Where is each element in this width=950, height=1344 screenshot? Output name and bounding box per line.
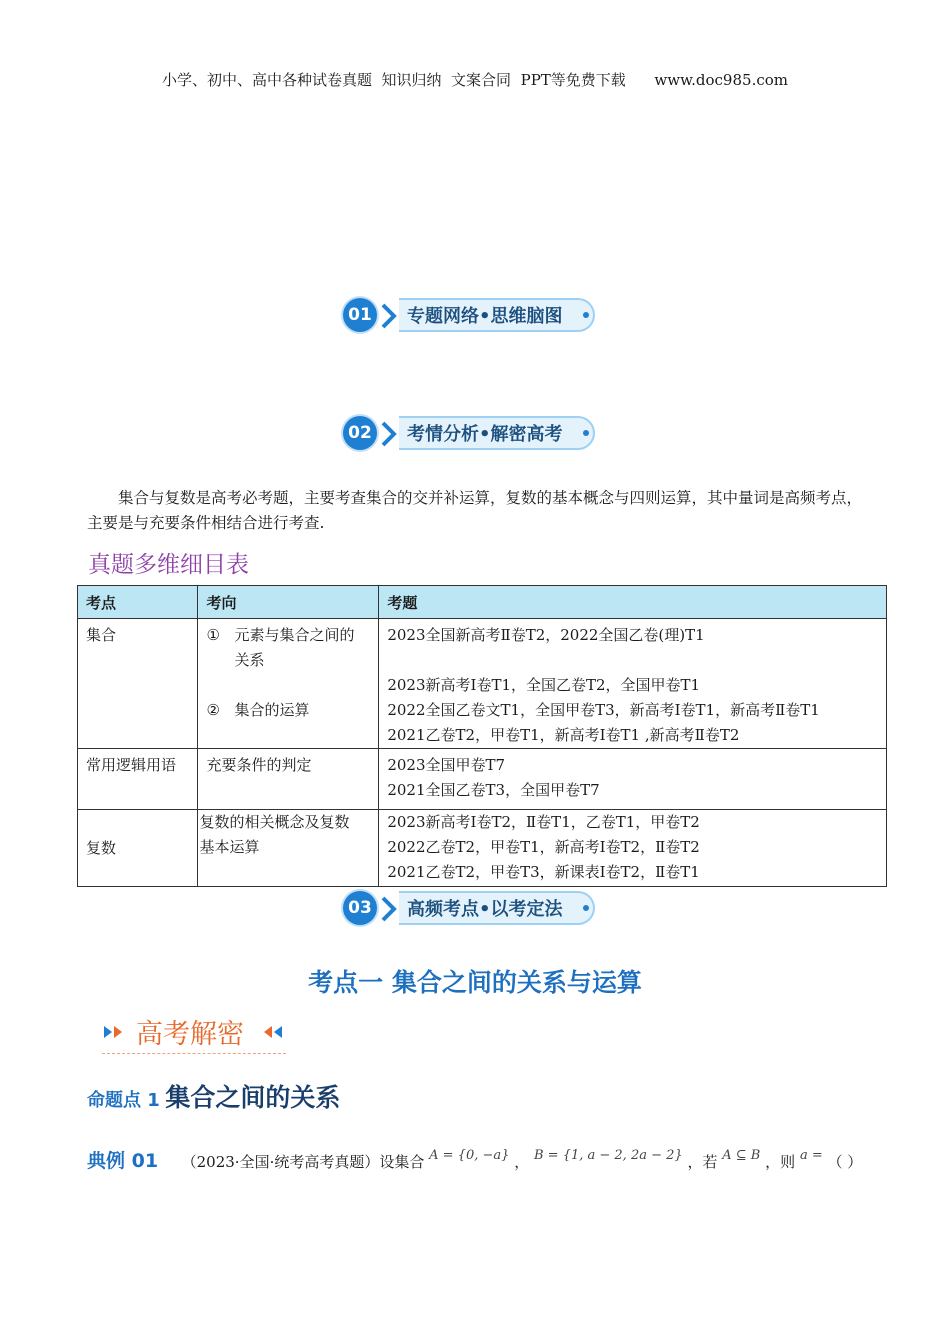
kaodian-title: 考点一 集合之间的关系与运算: [308, 968, 642, 997]
marker: ①: [206, 626, 220, 644]
punct: ，: [514, 1153, 530, 1171]
a-equals: a =: [799, 1148, 823, 1163]
questions-cell: [379, 810, 887, 887]
badge-number: 02: [343, 416, 377, 450]
answer-paren: （ ）: [827, 1153, 863, 1171]
direction-text-cont: 关系: [234, 651, 265, 669]
double-arrow-left-icon: [260, 1024, 286, 1040]
chevron-right-icon: [379, 895, 399, 923]
badge-dot: [583, 905, 589, 911]
direction-text: 集合的运算: [234, 701, 310, 719]
chevron-right-icon: [379, 420, 399, 448]
question-line: 2021全国乙卷T3，全国甲卷T7: [387, 781, 600, 799]
questions-cell: [379, 749, 887, 810]
question-line: 2023全国新高考Ⅱ卷T2，2022全国乙卷(理)T1: [387, 626, 705, 644]
badge-dot: [583, 430, 589, 436]
header-direction: 考向: [198, 586, 379, 619]
direction-cell: [198, 619, 379, 749]
header-topic: 考点: [78, 586, 198, 619]
questions-cell: [379, 619, 887, 749]
mingti-title: 集合之间的关系: [165, 1083, 341, 1112]
question-line: 2022乙卷T2，甲卷T1，新高考Ⅰ卷T2，Ⅱ卷T2: [387, 838, 700, 856]
question-line: 2022全国乙卷文T1，全国甲卷T3，新高考Ⅰ卷T1，新高考Ⅱ卷T1: [387, 701, 820, 719]
set-b: B = {1, a − 2, 2a − 2}: [533, 1148, 683, 1163]
intro-paragraph: 集合与复数是高考必考题，主要考查集合的交并补运算，复数的基本概念与四则运算，其中量词是高频考点，主要是与充要条件相结合进行考查.: [87, 489, 863, 532]
direction-text-cont: 基本运算: [199, 838, 260, 856]
example-source: （2023·全国·统考高考真题）设集合: [181, 1153, 425, 1171]
text-then: ，则: [765, 1153, 796, 1171]
mingti-prefix: 命题点 1: [87, 1090, 160, 1111]
direction-item: [206, 698, 370, 723]
direction-cell: [198, 810, 379, 887]
badge-label: 考情分析•解密高考: [407, 424, 563, 445]
topic-text: 集合: [86, 626, 117, 644]
section-badge-03: [343, 889, 609, 929]
double-arrow-right-icon: [102, 1024, 128, 1040]
table-title: 真题多维细目表: [88, 552, 249, 578]
exam-table: [77, 585, 887, 887]
mingti-heading: [87, 1078, 340, 1114]
marker: ②: [206, 701, 220, 719]
section-badge-01: [343, 296, 609, 336]
badge-number: 01: [343, 298, 377, 332]
set-a: A = {0, −a}: [429, 1148, 510, 1163]
question-line: 2023新高考Ⅰ卷T1，全国乙卷T2，全国甲卷T1: [387, 676, 701, 694]
table-row: [78, 810, 887, 887]
table-row: [78, 619, 887, 749]
badge-number: 03: [343, 891, 377, 925]
topic-text: 复数: [86, 838, 117, 857]
header-questions: 考题: [379, 586, 887, 619]
topic-cell: [78, 810, 198, 887]
direction-cell: [198, 749, 379, 810]
text-if: ，若: [687, 1153, 718, 1171]
badge-label: 专题网络•思维脑图: [407, 306, 563, 327]
page-header: 小学、初中、高中各种试卷真题 知识归纳 文案合同 PPT等免费下载 www.doc985.com: [161, 71, 788, 89]
question-line: 2023全国甲卷T7: [387, 756, 506, 774]
chevron-right-icon: [379, 302, 399, 330]
direction-item: [206, 623, 370, 648]
question-line: 2023新高考Ⅰ卷T2，Ⅱ卷T1，乙卷T1，甲卷T2: [387, 813, 700, 831]
topic-text: 常用逻辑用语: [86, 756, 177, 774]
table-row: [78, 749, 887, 810]
gaokao-label: 高考解密: [136, 1019, 244, 1050]
direction-text: 复数的相关概念及复数: [199, 813, 350, 831]
section-badge-02: [343, 414, 609, 454]
badge-label: 高频考点•以考定法: [407, 899, 563, 920]
direction-text: 充要条件的判定: [206, 756, 312, 774]
subset-expr: A ⊆ B: [722, 1148, 761, 1163]
question-line: 2021乙卷T2，甲卷T3，新课表Ⅰ卷T2，Ⅱ卷T1: [387, 863, 700, 881]
example-line: [87, 1146, 862, 1173]
example-label: 典例 01: [87, 1150, 159, 1172]
topic-cell: [78, 749, 198, 810]
topic-cell: [78, 619, 198, 749]
table-header-row: [78, 586, 887, 619]
badge-dot: [583, 312, 589, 318]
dashed-divider: [102, 1053, 286, 1054]
question-line: 2021乙卷T2，甲卷T1，新高考Ⅰ卷T1 ,新高考Ⅱ卷T2: [387, 726, 740, 744]
direction-text: 元素与集合之间的: [234, 626, 355, 644]
question-line: [387, 648, 878, 673]
